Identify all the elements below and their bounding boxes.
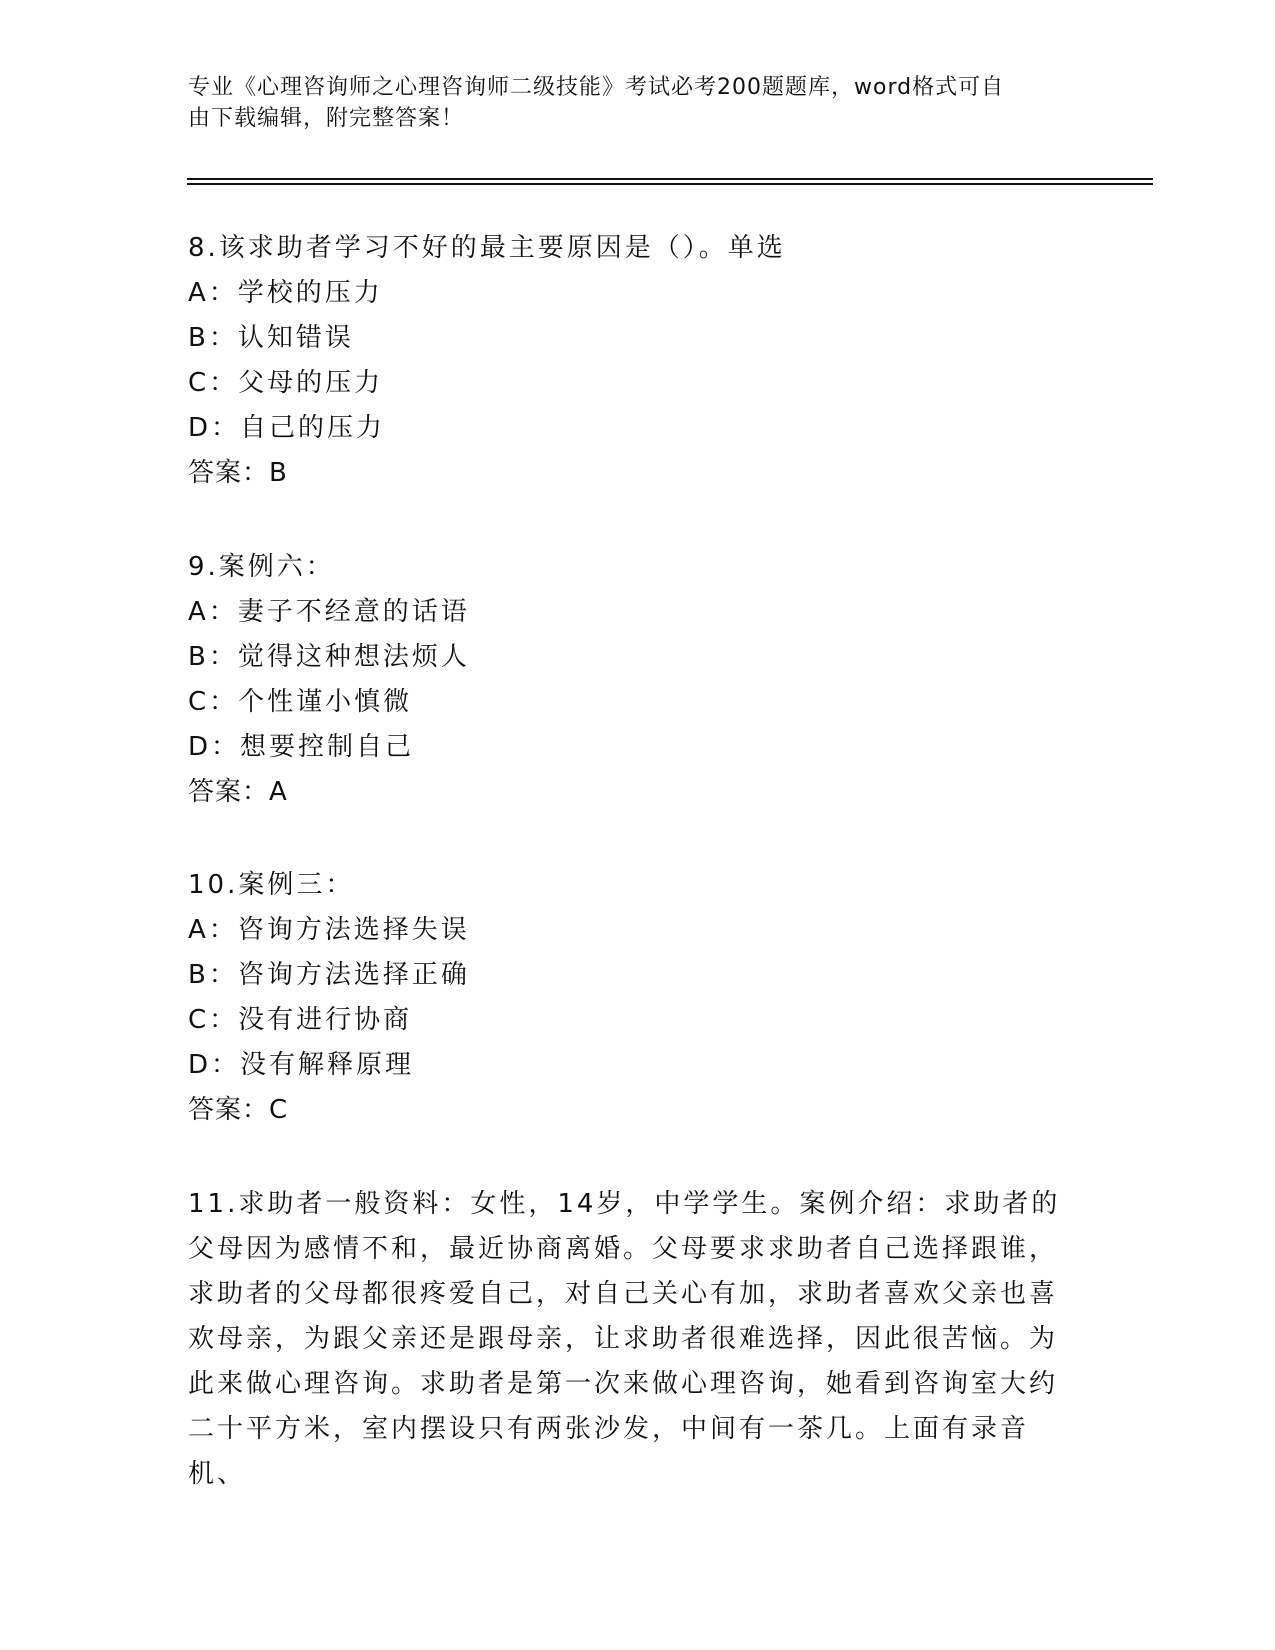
option-d: D：自己的压力 [188,413,386,443]
header-line-1: 专业《心理咨询师之心理咨询师二级技能》考试必考200题题库，word格式可自 [188,75,1005,100]
option-b: B：认知错误 [188,323,354,353]
option-c: C：个性谨小慎微 [188,687,413,717]
option-d: D：想要控制自己 [188,732,415,762]
question-title: 10.案例三： [188,870,355,900]
document-header [188,72,1068,134]
answer-line: 答案：B [188,458,288,488]
question-10 [188,863,1088,1133]
question-title: 9.案例六： [188,552,335,582]
option-d: D：没有解释原理 [188,1050,415,1080]
header-line-2: 由下载编辑，附完整答案！ [188,106,465,131]
question-8 [188,226,1088,496]
question-9 [188,545,1088,815]
option-c: C：父母的压力 [188,368,384,398]
option-b: B：觉得这种想法烦人 [188,642,470,672]
header-divider-top [187,178,1153,180]
option-c: C：没有进行协商 [188,1005,413,1035]
option-a: A：学校的压力 [188,278,383,308]
answer-line: 答案：A [188,777,288,807]
option-b: B：咨询方法选择正确 [188,960,470,990]
question-paragraph: 11.求助者一般资料：女性，14岁，中学学生。案例介绍：求助者的父母因为感情不和，最近协商离婚。父母要求求助者自己选择跟谁，求助者的父母都很疼爱自己，对自己关心有加，求助者喜欢父亲也喜欢母亲，为跟父亲还是跟母亲，让求助者很难选择，因此很苦恼。为此来做心理咨询。求助者是第一次来做心理咨询，她看到咨询室大约二十平方米，室内摆设只有两张沙发，中间有一茶几。上面有录音机、 [188,1189,1061,1489]
option-a: A：咨询方法选择失误 [188,915,470,945]
question-11 [188,1182,1073,1497]
answer-line: 答案：C [188,1095,289,1125]
option-a: A：妻子不经意的话语 [188,597,470,627]
header-divider-bottom [187,183,1153,185]
question-title: 8.该求助者学习不好的最主要原因是（）。单选 [188,233,786,263]
